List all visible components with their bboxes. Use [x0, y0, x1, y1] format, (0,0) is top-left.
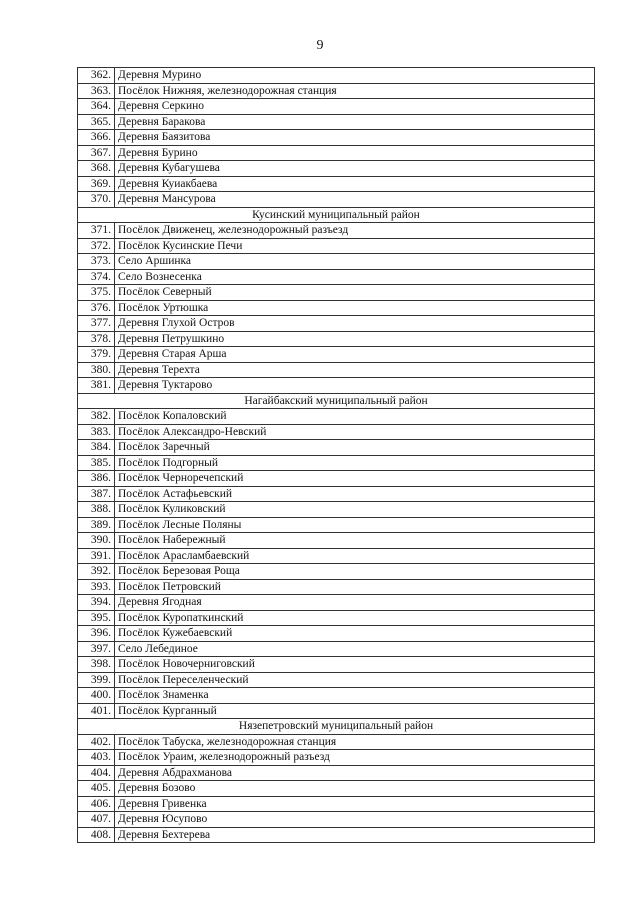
settlements-table-body [78, 68, 595, 843]
row-number: 377. [78, 316, 115, 332]
row-number: 373. [78, 254, 115, 270]
table-row [78, 285, 595, 301]
table-row [78, 362, 595, 378]
table-row [78, 579, 595, 595]
table-row [78, 300, 595, 316]
table-row [78, 486, 595, 502]
settlement-name: Посёлок Северный [115, 285, 595, 301]
settlement-name: Посёлок Набережный [115, 533, 595, 549]
table-row [78, 316, 595, 332]
settlement-name: Деревня Бехтерева [115, 827, 595, 843]
table-row [78, 161, 595, 177]
settlement-name: Деревня Петрушкино [115, 331, 595, 347]
settlement-name: Посёлок Переселенческий [115, 672, 595, 688]
row-number: 368. [78, 161, 115, 177]
table-row [78, 347, 595, 363]
settlement-name: Посёлок Лесные Поляны [115, 517, 595, 533]
settlement-name: Посёлок Куликовский [115, 502, 595, 518]
row-number: 399. [78, 672, 115, 688]
row-number: 394. [78, 595, 115, 611]
settlement-name: Село Аршинка [115, 254, 595, 270]
district-header-row [78, 393, 595, 409]
table-row [78, 734, 595, 750]
settlement-name: Посёлок Новочерниговский [115, 657, 595, 673]
row-number: 401. [78, 703, 115, 719]
row-number: 400. [78, 688, 115, 704]
table-row [78, 672, 595, 688]
row-number: 398. [78, 657, 115, 673]
row-number: 372. [78, 238, 115, 254]
row-number: 378. [78, 331, 115, 347]
settlement-name: Деревня Куиакбаева [115, 176, 595, 192]
table-row [78, 238, 595, 254]
row-number: 380. [78, 362, 115, 378]
page-number: 9 [316, 38, 324, 53]
table-row [78, 471, 595, 487]
row-number: 375. [78, 285, 115, 301]
table-row [78, 657, 595, 673]
settlement-name: Посёлок Движенец, железнодорожный разъезд [115, 223, 595, 239]
settlement-name: Село Вознесенка [115, 269, 595, 285]
table-row [78, 595, 595, 611]
table-row [78, 114, 595, 130]
table-row [78, 517, 595, 533]
settlement-name: Село Лебединое [115, 641, 595, 657]
settlement-name: Деревня Глухой Остров [115, 316, 595, 332]
table-row [78, 192, 595, 208]
settlement-name: Деревня Гривенка [115, 796, 595, 812]
table-row [78, 796, 595, 812]
district-name: Нязепетровский муниципальный район [78, 719, 595, 735]
settlement-name: Деревня Баракова [115, 114, 595, 130]
table-row [78, 424, 595, 440]
settlement-name: Деревня Абдрахманова [115, 765, 595, 781]
table-row [78, 176, 595, 192]
row-number: 367. [78, 145, 115, 161]
row-number: 406. [78, 796, 115, 812]
table-row [78, 626, 595, 642]
settlement-name: Посёлок Петровский [115, 579, 595, 595]
settlement-name: Деревня Мурино [115, 68, 595, 84]
table-row [78, 641, 595, 657]
row-number: 391. [78, 548, 115, 564]
table-row [78, 99, 595, 115]
row-number: 366. [78, 130, 115, 146]
settlement-name: Деревня Бурино [115, 145, 595, 161]
table-row [78, 750, 595, 766]
district-name: Кусинский муниципальный район [78, 207, 595, 223]
settlement-name: Деревня Юсупово [115, 812, 595, 828]
row-number: 397. [78, 641, 115, 657]
row-number: 385. [78, 455, 115, 471]
row-number: 363. [78, 83, 115, 99]
row-number: 388. [78, 502, 115, 518]
district-header-row [78, 719, 595, 735]
settlement-name: Посёлок Курганный [115, 703, 595, 719]
row-number: 408. [78, 827, 115, 843]
settlement-name: Деревня Ягодная [115, 595, 595, 611]
settlement-name: Деревня Мансурова [115, 192, 595, 208]
row-number: 376. [78, 300, 115, 316]
row-number: 404. [78, 765, 115, 781]
settlement-name: Посёлок Уртюшка [115, 300, 595, 316]
district-header-row [78, 207, 595, 223]
row-number: 364. [78, 99, 115, 115]
row-number: 402. [78, 734, 115, 750]
settlement-name: Деревня Туктарово [115, 378, 595, 394]
table-row [78, 254, 595, 270]
row-number: 381. [78, 378, 115, 394]
table-row [78, 502, 595, 518]
row-number: 384. [78, 440, 115, 456]
row-number: 382. [78, 409, 115, 425]
settlement-name: Посёлок Куропаткинский [115, 610, 595, 626]
table-row [78, 455, 595, 471]
settlement-name: Деревня Старая Арша [115, 347, 595, 363]
settlement-name: Посёлок Ураим, железнодорожный разъезд [115, 750, 595, 766]
settlement-name: Посёлок Арасламбаевский [115, 548, 595, 564]
row-number: 370. [78, 192, 115, 208]
table-row [78, 440, 595, 456]
table-row [78, 223, 595, 239]
table-row [78, 765, 595, 781]
row-number: 407. [78, 812, 115, 828]
row-number: 396. [78, 626, 115, 642]
settlement-name: Посёлок Астафьевский [115, 486, 595, 502]
table-row [78, 812, 595, 828]
row-number: 393. [78, 579, 115, 595]
table-row [78, 564, 595, 580]
table-row [78, 610, 595, 626]
settlements-table [77, 67, 595, 843]
row-number: 365. [78, 114, 115, 130]
table-row [78, 269, 595, 285]
settlement-name: Деревня Кубагушева [115, 161, 595, 177]
table-row [78, 331, 595, 347]
settlement-name: Посёлок Кужебаевский [115, 626, 595, 642]
settlement-name: Посёлок Александро-Невский [115, 424, 595, 440]
row-number: 405. [78, 781, 115, 797]
table-row [78, 83, 595, 99]
settlement-name: Посёлок Копаловский [115, 409, 595, 425]
table-row [78, 145, 595, 161]
settlement-name: Посёлок Березовая Роща [115, 564, 595, 580]
row-number: 403. [78, 750, 115, 766]
table-row [78, 409, 595, 425]
row-number: 362. [78, 68, 115, 84]
settlement-name: Деревня Бозово [115, 781, 595, 797]
row-number: 390. [78, 533, 115, 549]
settlement-name: Посёлок Табуска, железнодорожная станция [115, 734, 595, 750]
settlement-name: Посёлок Кусинские Печи [115, 238, 595, 254]
table-row [78, 703, 595, 719]
row-number: 387. [78, 486, 115, 502]
table-row [78, 548, 595, 564]
table-row [78, 688, 595, 704]
table-row [78, 827, 595, 843]
settlement-name: Посёлок Подгорный [115, 455, 595, 471]
row-number: 386. [78, 471, 115, 487]
row-number: 389. [78, 517, 115, 533]
settlement-name: Посёлок Черноречепский [115, 471, 595, 487]
table-row [78, 781, 595, 797]
row-number: 369. [78, 176, 115, 192]
row-number: 371. [78, 223, 115, 239]
settlement-name: Деревня Терехта [115, 362, 595, 378]
row-number: 395. [78, 610, 115, 626]
table-row [78, 378, 595, 394]
settlement-name: Посёлок Нижняя, железнодорожная станция [115, 83, 595, 99]
row-number: 392. [78, 564, 115, 580]
settlement-name: Посёлок Знаменка [115, 688, 595, 704]
row-number: 383. [78, 424, 115, 440]
district-name: Нагайбакский муниципальный район [78, 393, 595, 409]
row-number: 374. [78, 269, 115, 285]
settlement-name: Деревня Баязитова [115, 130, 595, 146]
settlement-name: Деревня Серкино [115, 99, 595, 115]
table-row [78, 130, 595, 146]
row-number: 379. [78, 347, 115, 363]
table-row [78, 68, 595, 84]
table-row [78, 533, 595, 549]
settlement-name: Посёлок Заречный [115, 440, 595, 456]
